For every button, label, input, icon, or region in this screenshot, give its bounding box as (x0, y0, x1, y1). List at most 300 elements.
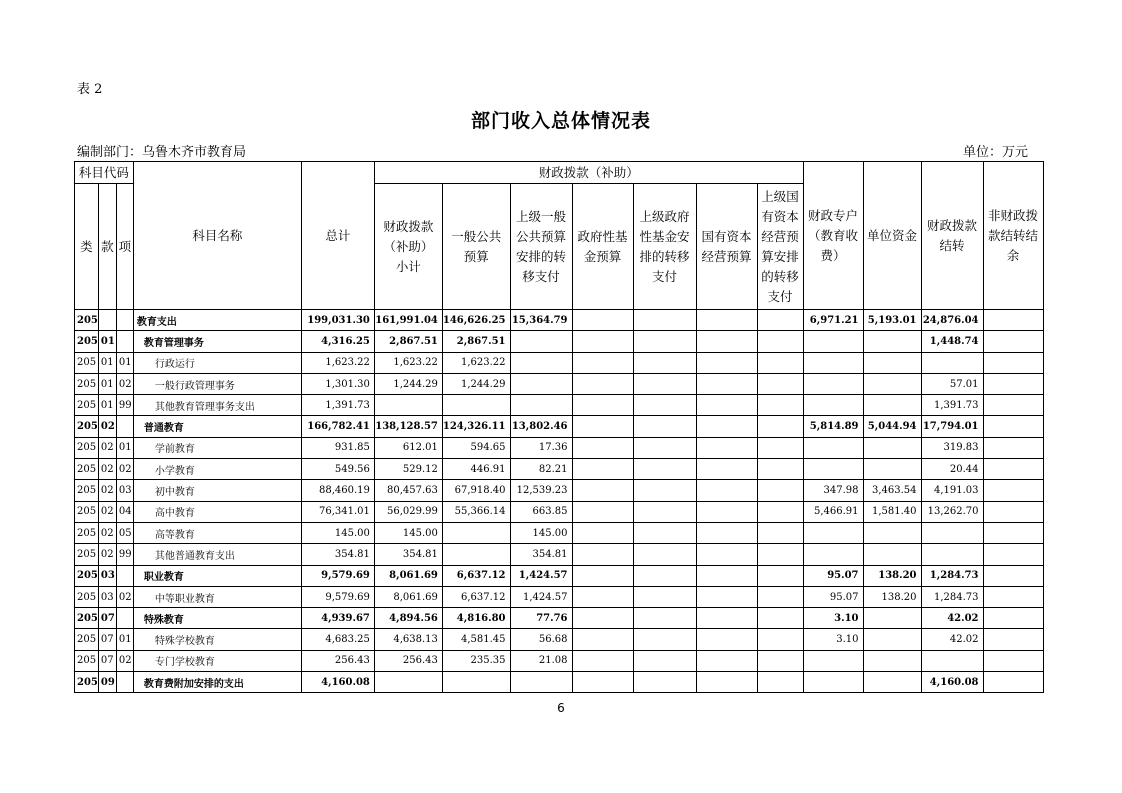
cell-subject-name: 教育管理事务 (133, 331, 301, 352)
cell-upper-state-capital-transfer (757, 310, 803, 331)
cell-gov-fund (572, 650, 633, 671)
cell-general-budget: 6,637.12 (442, 586, 510, 607)
cell-total: 9,579.69 (301, 565, 374, 586)
cell-upper-state-capital-transfer (757, 480, 803, 501)
cell-code-kuan: 03 (98, 565, 116, 586)
cell-fiscal-carryover: 20.44 (921, 459, 983, 480)
cell-code-lei: 205 (75, 395, 99, 416)
cell-upper-general-transfer: 1,424.57 (510, 586, 572, 607)
cell-upper-gov-fund-transfer (633, 672, 696, 693)
cell-unit-funds (863, 608, 921, 629)
cell-subject-name: 特殊教育 (133, 608, 301, 629)
cell-unit-funds (863, 373, 921, 394)
cell-upper-gov-fund-transfer (633, 501, 696, 522)
table-row (75, 586, 1044, 607)
cell-fiscal-subtotal: 1,623.22 (374, 352, 442, 373)
cell-gov-fund (572, 522, 633, 543)
cell-state-capital (696, 544, 757, 565)
cell-code-lei: 205 (75, 331, 99, 352)
cell-subject-name: 小学教育 (133, 459, 301, 480)
cell-state-capital (696, 352, 757, 373)
cell-upper-general-transfer (510, 395, 572, 416)
cell-state-capital (696, 522, 757, 543)
cell-total: 931.85 (301, 437, 374, 458)
cell-upper-gov-fund-transfer (633, 437, 696, 458)
cell-state-capital (696, 416, 757, 437)
cell-gov-fund (572, 480, 633, 501)
cell-state-capital (696, 480, 757, 501)
cell-fiscal-carryover: 1,284.73 (921, 565, 983, 586)
cell-code-xiang: 03 (116, 480, 133, 501)
cell-fiscal-special (803, 395, 863, 416)
cell-upper-general-transfer: 21.08 (510, 650, 572, 671)
header-general-budget: 一般公共预算 (442, 184, 510, 310)
cell-state-capital (696, 395, 757, 416)
cell-gov-fund (572, 331, 633, 352)
header-fiscal-carryover: 财政拨款结转 (921, 162, 983, 310)
cell-fiscal-carryover: 42.02 (921, 629, 983, 650)
cell-upper-gov-fund-transfer (633, 373, 696, 394)
cell-state-capital (696, 586, 757, 607)
header-gov-fund: 政府性基金预算 (572, 184, 633, 310)
cell-subject-name: 教育支出 (133, 310, 301, 331)
cell-code-kuan: 02 (98, 544, 116, 565)
cell-upper-gov-fund-transfer (633, 608, 696, 629)
cell-general-budget: 55,366.14 (442, 501, 510, 522)
cell-fiscal-special: 5,814.89 (803, 416, 863, 437)
cell-fiscal-special: 95.07 (803, 586, 863, 607)
cell-general-budget: 446.91 (442, 459, 510, 480)
cell-fiscal-special (803, 437, 863, 458)
cell-unit-funds (863, 331, 921, 352)
cell-general-budget: 146,626.25 (442, 310, 510, 331)
cell-fiscal-subtotal: 1,244.29 (374, 373, 442, 394)
table-row (75, 565, 1044, 586)
cell-code-kuan: 02 (98, 416, 116, 437)
header-upper-state-capital-transfer: 上级国有资本经营预算安排的转移支付 (757, 184, 803, 310)
cell-subject-name: 专门学校教育 (133, 650, 301, 671)
unit-label: 单位：万元 (962, 145, 1028, 160)
cell-fiscal-subtotal: 145.00 (374, 522, 442, 543)
cell-code-lei: 205 (75, 650, 99, 671)
cell-total: 1,391.73 (301, 395, 374, 416)
cell-code-lei: 205 (75, 544, 99, 565)
cell-fiscal-special (803, 459, 863, 480)
cell-general-budget: 594.65 (442, 437, 510, 458)
cell-unit-funds: 138.20 (863, 565, 921, 586)
cell-gov-fund (572, 437, 633, 458)
cell-upper-state-capital-transfer (757, 437, 803, 458)
cell-fiscal-special (803, 650, 863, 671)
cell-upper-general-transfer (510, 352, 572, 373)
cell-fiscal-special (803, 373, 863, 394)
cell-general-budget: 2,867.51 (442, 331, 510, 352)
cell-total: 1,623.22 (301, 352, 374, 373)
cell-fiscal-carryover: 24,876.04 (921, 310, 983, 331)
cell-fiscal-carryover: 13,262.70 (921, 501, 983, 522)
cell-code-lei: 205 (75, 501, 99, 522)
cell-fiscal-carryover (921, 522, 983, 543)
cell-upper-state-capital-transfer (757, 501, 803, 522)
cell-gov-fund (572, 565, 633, 586)
cell-fiscal-subtotal: 8,061.69 (374, 565, 442, 586)
cell-upper-general-transfer: 82.21 (510, 459, 572, 480)
table-row (75, 608, 1044, 629)
header-total: 总计 (301, 162, 374, 310)
cell-fiscal-special: 347.98 (803, 480, 863, 501)
cell-code-xiang (116, 672, 133, 693)
cell-code-xiang (116, 608, 133, 629)
cell-general-budget: 67,918.40 (442, 480, 510, 501)
table-row (75, 459, 1044, 480)
cell-unit-funds: 3,463.54 (863, 480, 921, 501)
cell-unit-funds (863, 352, 921, 373)
header-fiscal-group: 财政拨款（补助） (374, 162, 803, 184)
cell-total: 166,782.41 (301, 416, 374, 437)
table-row (75, 352, 1044, 373)
table-row (75, 416, 1044, 437)
cell-code-xiang: 01 (116, 352, 133, 373)
cell-gov-fund (572, 310, 633, 331)
cell-subject-name: 一般行政管理事务 (133, 373, 301, 394)
cell-code-kuan: 02 (98, 501, 116, 522)
cell-fiscal-special: 5,466.91 (803, 501, 863, 522)
cell-subject-name: 中等职业教育 (133, 586, 301, 607)
cell-general-budget (442, 672, 510, 693)
cell-subject-name: 职业教育 (133, 565, 301, 586)
cell-upper-gov-fund-transfer (633, 331, 696, 352)
cell-upper-state-capital-transfer (757, 544, 803, 565)
cell-code-kuan: 03 (98, 586, 116, 607)
cell-fiscal-subtotal: 56,029.99 (374, 501, 442, 522)
cell-code-lei: 205 (75, 416, 99, 437)
cell-gov-fund (572, 544, 633, 565)
cell-total: 76,341.01 (301, 501, 374, 522)
cell-nonfiscal-carryover (983, 522, 1043, 543)
cell-general-budget: 124,326.11 (442, 416, 510, 437)
cell-general-budget: 1,623.22 (442, 352, 510, 373)
table-row (75, 501, 1044, 522)
cell-nonfiscal-carryover (983, 565, 1043, 586)
cell-total: 199,031.30 (301, 310, 374, 331)
header-fiscal-special: 财政专户（教育收费） (803, 162, 863, 310)
cell-fiscal-subtotal: 4,894.56 (374, 608, 442, 629)
cell-code-lei: 205 (75, 565, 99, 586)
cell-upper-state-capital-transfer (757, 352, 803, 373)
table-label: 表 2 (77, 82, 103, 97)
cell-subject-name: 教育费附加安排的支出 (133, 672, 301, 693)
cell-code-lei: 205 (75, 522, 99, 543)
cell-fiscal-carryover (921, 352, 983, 373)
cell-fiscal-carryover: 1,448.74 (921, 331, 983, 352)
cell-code-xiang: 02 (116, 586, 133, 607)
cell-code-xiang (116, 416, 133, 437)
cell-code-lei: 205 (75, 459, 99, 480)
table-row (75, 331, 1044, 352)
cell-fiscal-subtotal: 8,061.69 (374, 586, 442, 607)
cell-subject-name: 高中教育 (133, 501, 301, 522)
cell-subject-name: 初中教育 (133, 480, 301, 501)
cell-fiscal-subtotal: 4,638.13 (374, 629, 442, 650)
cell-upper-general-transfer: 1,424.57 (510, 565, 572, 586)
cell-code-kuan: 09 (98, 672, 116, 693)
cell-code-kuan (98, 310, 116, 331)
cell-fiscal-special: 3.10 (803, 608, 863, 629)
cell-fiscal-carryover: 1,391.73 (921, 395, 983, 416)
cell-code-xiang (116, 565, 133, 586)
cell-upper-general-transfer: 663.85 (510, 501, 572, 522)
table-body (75, 310, 1044, 693)
cell-unit-funds (863, 544, 921, 565)
cell-nonfiscal-carryover (983, 373, 1043, 394)
cell-total: 549.56 (301, 459, 374, 480)
cell-unit-funds: 5,193.01 (863, 310, 921, 331)
cell-state-capital (696, 459, 757, 480)
cell-state-capital (696, 672, 757, 693)
cell-nonfiscal-carryover (983, 395, 1043, 416)
cell-state-capital (696, 565, 757, 586)
cell-state-capital (696, 310, 757, 331)
cell-general-budget: 235.35 (442, 650, 510, 671)
cell-upper-gov-fund-transfer (633, 480, 696, 501)
cell-fiscal-subtotal: 138,128.57 (374, 416, 442, 437)
cell-code-kuan: 01 (98, 331, 116, 352)
cell-subject-name: 其他教育管理事务支出 (133, 395, 301, 416)
table-row (75, 544, 1044, 565)
cell-nonfiscal-carryover (983, 352, 1043, 373)
cell-upper-gov-fund-transfer (633, 629, 696, 650)
cell-gov-fund (572, 586, 633, 607)
cell-fiscal-subtotal: 354.81 (374, 544, 442, 565)
cell-upper-general-transfer (510, 331, 572, 352)
cell-gov-fund (572, 373, 633, 394)
header-fiscal-subtotal: 财政拨款（补助）小计 (374, 184, 442, 310)
cell-nonfiscal-carryover (983, 480, 1043, 501)
cell-nonfiscal-carryover (983, 672, 1043, 693)
cell-upper-general-transfer: 145.00 (510, 522, 572, 543)
cell-gov-fund (572, 629, 633, 650)
cell-upper-state-capital-transfer (757, 395, 803, 416)
cell-gov-fund (572, 672, 633, 693)
cell-general-budget: 4,581.45 (442, 629, 510, 650)
cell-fiscal-carryover: 4,191.03 (921, 480, 983, 501)
cell-fiscal-subtotal: 256.43 (374, 650, 442, 671)
cell-fiscal-carryover (921, 650, 983, 671)
cell-code-lei: 205 (75, 352, 99, 373)
cell-fiscal-special (803, 522, 863, 543)
cell-code-kuan: 01 (98, 352, 116, 373)
cell-upper-general-transfer: 12,539.23 (510, 480, 572, 501)
cell-general-budget: 6,637.12 (442, 565, 510, 586)
cell-code-lei: 205 (75, 672, 99, 693)
cell-gov-fund (572, 352, 633, 373)
header-subject-code: 科目代码 (75, 162, 134, 184)
cell-code-xiang: 02 (116, 459, 133, 480)
cell-state-capital (696, 501, 757, 522)
cell-fiscal-carryover: 42.02 (921, 608, 983, 629)
cell-code-lei: 205 (75, 629, 99, 650)
cell-code-xiang: 01 (116, 437, 133, 458)
table-row (75, 672, 1044, 693)
cell-fiscal-special (803, 352, 863, 373)
cell-upper-state-capital-transfer (757, 331, 803, 352)
cell-general-budget (442, 544, 510, 565)
cell-total: 4,316.25 (301, 331, 374, 352)
table-row (75, 310, 1044, 331)
cell-nonfiscal-carryover (983, 416, 1043, 437)
cell-fiscal-carryover: 17,794.01 (921, 416, 983, 437)
cell-code-lei: 205 (75, 437, 99, 458)
cell-code-kuan: 07 (98, 608, 116, 629)
header-state-capital: 国有资本经营预算 (696, 184, 757, 310)
cell-fiscal-subtotal: 612.01 (374, 437, 442, 458)
table-row (75, 522, 1044, 543)
cell-state-capital (696, 437, 757, 458)
cell-code-xiang (116, 310, 133, 331)
cell-fiscal-carryover: 57.01 (921, 373, 983, 394)
cell-unit-funds (863, 672, 921, 693)
cell-upper-general-transfer: 15,364.79 (510, 310, 572, 331)
cell-code-xiang: 02 (116, 373, 133, 394)
cell-general-budget (442, 395, 510, 416)
cell-total: 4,160.08 (301, 672, 374, 693)
cell-fiscal-subtotal: 529.12 (374, 459, 442, 480)
cell-nonfiscal-carryover (983, 310, 1043, 331)
cell-upper-state-capital-transfer (757, 522, 803, 543)
cell-gov-fund (572, 608, 633, 629)
cell-nonfiscal-carryover (983, 544, 1043, 565)
cell-upper-general-transfer: 17.36 (510, 437, 572, 458)
cell-upper-gov-fund-transfer (633, 310, 696, 331)
cell-nonfiscal-carryover (983, 608, 1043, 629)
cell-upper-general-transfer (510, 373, 572, 394)
page-title: 部门收入总体情况表 (470, 110, 651, 132)
cell-fiscal-carryover (921, 544, 983, 565)
cell-nonfiscal-carryover (983, 629, 1043, 650)
cell-gov-fund (572, 501, 633, 522)
cell-fiscal-special: 95.07 (803, 565, 863, 586)
cell-subject-name: 高等教育 (133, 522, 301, 543)
cell-code-xiang: 05 (116, 522, 133, 543)
cell-fiscal-special (803, 544, 863, 565)
header-upper-general-transfer: 上级一般公共预算安排的转移支付 (510, 184, 572, 310)
cell-code-lei: 205 (75, 310, 99, 331)
header-lei: 类 (75, 184, 99, 310)
cell-code-xiang: 99 (116, 544, 133, 565)
income-summary-table (74, 161, 1044, 693)
cell-fiscal-subtotal (374, 395, 442, 416)
cell-general-budget: 1,244.29 (442, 373, 510, 394)
cell-upper-gov-fund-transfer (633, 459, 696, 480)
cell-fiscal-subtotal: 161,991.04 (374, 310, 442, 331)
cell-upper-gov-fund-transfer (633, 586, 696, 607)
cell-code-xiang: 01 (116, 629, 133, 650)
cell-upper-state-capital-transfer (757, 608, 803, 629)
cell-fiscal-special (803, 672, 863, 693)
cell-unit-funds: 5,044.94 (863, 416, 921, 437)
cell-total: 4,683.25 (301, 629, 374, 650)
cell-fiscal-subtotal: 2,867.51 (374, 331, 442, 352)
cell-code-kuan: 01 (98, 373, 116, 394)
cell-code-xiang: 02 (116, 650, 133, 671)
cell-code-kuan: 01 (98, 395, 116, 416)
cell-fiscal-special (803, 331, 863, 352)
cell-upper-general-transfer: 13,802.46 (510, 416, 572, 437)
cell-upper-gov-fund-transfer (633, 395, 696, 416)
cell-unit-funds (863, 437, 921, 458)
cell-fiscal-special: 6,971.21 (803, 310, 863, 331)
cell-subject-name: 普通教育 (133, 416, 301, 437)
cell-upper-state-capital-transfer (757, 629, 803, 650)
cell-upper-gov-fund-transfer (633, 544, 696, 565)
cell-subject-name: 学前教育 (133, 437, 301, 458)
cell-unit-funds: 1,581.40 (863, 501, 921, 522)
cell-unit-funds (863, 629, 921, 650)
table-row (75, 437, 1044, 458)
cell-total: 1,301.30 (301, 373, 374, 394)
cell-unit-funds (863, 459, 921, 480)
cell-code-kuan: 07 (98, 629, 116, 650)
header-upper-gov-fund-transfer: 上级政府性基金安排的转移支付 (633, 184, 696, 310)
cell-fiscal-subtotal (374, 672, 442, 693)
cell-fiscal-subtotal: 80,457.63 (374, 480, 442, 501)
cell-upper-state-capital-transfer (757, 586, 803, 607)
cell-upper-state-capital-transfer (757, 373, 803, 394)
cell-total: 256.43 (301, 650, 374, 671)
cell-upper-state-capital-transfer (757, 672, 803, 693)
cell-fiscal-carryover: 4,160.08 (921, 672, 983, 693)
cell-total: 88,460.19 (301, 480, 374, 501)
cell-code-kuan: 02 (98, 480, 116, 501)
cell-code-xiang: 04 (116, 501, 133, 522)
cell-fiscal-carryover: 319.83 (921, 437, 983, 458)
cell-nonfiscal-carryover (983, 437, 1043, 458)
cell-code-lei: 205 (75, 608, 99, 629)
cell-upper-gov-fund-transfer (633, 565, 696, 586)
cell-subject-name: 特殊学校教育 (133, 629, 301, 650)
cell-upper-state-capital-transfer (757, 650, 803, 671)
cell-upper-general-transfer (510, 672, 572, 693)
cell-upper-state-capital-transfer (757, 416, 803, 437)
cell-total: 9,579.69 (301, 586, 374, 607)
cell-upper-general-transfer: 354.81 (510, 544, 572, 565)
cell-total: 354.81 (301, 544, 374, 565)
cell-upper-state-capital-transfer (757, 565, 803, 586)
cell-fiscal-carryover: 1,284.73 (921, 586, 983, 607)
cell-unit-funds: 138.20 (863, 586, 921, 607)
header-subject-name: 科目名称 (133, 162, 301, 310)
cell-nonfiscal-carryover (983, 459, 1043, 480)
header-unit-funds: 单位资金 (863, 162, 921, 310)
cell-total: 4,939.67 (301, 608, 374, 629)
header-xiang: 项 (116, 184, 133, 310)
cell-gov-fund (572, 459, 633, 480)
table-row (75, 629, 1044, 650)
cell-nonfiscal-carryover (983, 331, 1043, 352)
cell-upper-gov-fund-transfer (633, 650, 696, 671)
cell-code-lei: 205 (75, 373, 99, 394)
header-nonfiscal-carryover: 非财政拨款结转结余 (983, 162, 1043, 310)
header-kuan: 款 (98, 184, 116, 310)
cell-state-capital (696, 629, 757, 650)
cell-gov-fund (572, 416, 633, 437)
cell-code-kuan: 02 (98, 437, 116, 458)
cell-upper-gov-fund-transfer (633, 522, 696, 543)
cell-upper-gov-fund-transfer (633, 416, 696, 437)
cell-state-capital (696, 608, 757, 629)
cell-nonfiscal-carryover (983, 650, 1043, 671)
cell-total: 145.00 (301, 522, 374, 543)
